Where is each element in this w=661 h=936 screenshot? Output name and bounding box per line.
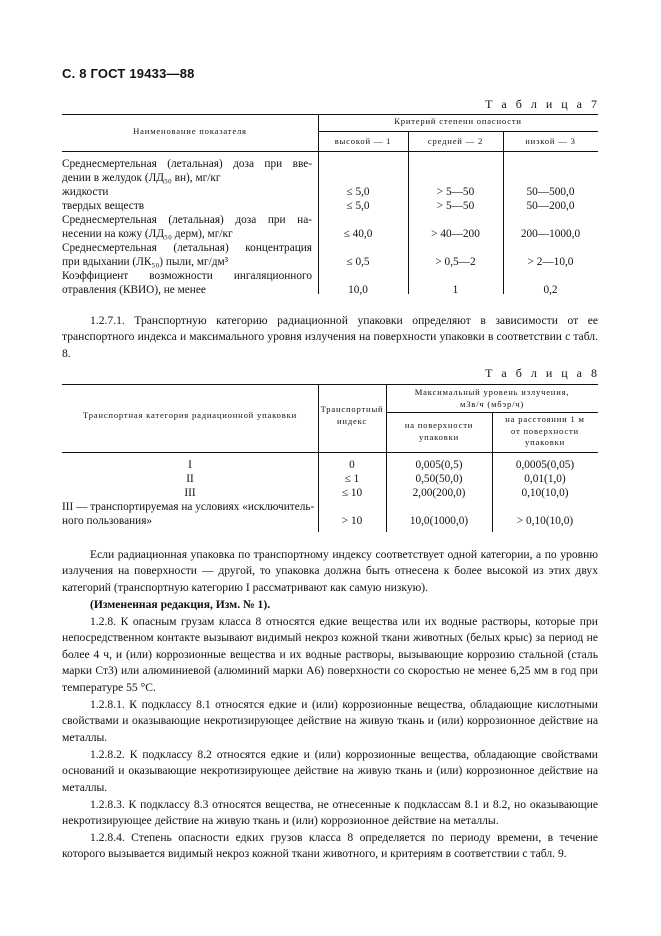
table7-col-criteria: Критерий степени опасности (394, 116, 522, 126)
paragraph-1-2-8 (62, 614, 598, 696)
table7-row-name: отравления (КВИО), не менее (62, 284, 206, 296)
table8-row-surface: 2,00(200,0) (412, 487, 466, 499)
paragraph-text: 1.2.7.1. Транспортную категорию радиационной упаковки определяют в зависимости от ее транспортного индекса и максимального уровня излучения на поверхности упаковки в соответствии с табл. 8. (62, 314, 598, 360)
table7-row-name: при вдыхании (ЛК₅₀) пыли, мг/дм³ (62, 256, 229, 268)
table8-row-category: ного пользования» (62, 515, 153, 527)
table8-row-category: III (184, 487, 196, 499)
table7-row-high: ≤ 5,0 (346, 186, 370, 198)
table7-row-high: ≤ 0,5 (346, 256, 370, 268)
table7-row-low: 200—1000,0 (520, 228, 581, 240)
table8-row-category: I (188, 459, 192, 471)
table7-row-name: жидкости (62, 186, 109, 198)
table8-row-distance: > 0,10(10,0) (516, 515, 574, 527)
paragraph-text: Если радиационная упаковка по транспортному индексу соответствует одной категории, а по уровню излучения на поверхности — другой, то упаковка должна быть отнесена к более высокой из этих двух категорий (транспортную категорию I рассматривают как самую низкую). (62, 548, 598, 594)
table8-row-surface: 0,50(50,0) (415, 473, 463, 485)
table8-col-distance-line: на расстоянии 1 м (505, 414, 585, 424)
paragraph-text: 1.2.8. К опасным грузам класса 8 относятся едкие вещества или их водные растворы, которые при непосредственном контакте вызывают видимый некроз кожной ткани животных (белых крыс) за период не более 4 ч, и (или) коррозионные вещества и их водные растворы, вызывающие коррозию стальной (сталь марки Ст3) или алюминиевой (алюминий марки А6) поверхности со скоростью не менее 6,25 мм в год при температуре 55 °С. (62, 615, 598, 694)
table8-row-category: II (186, 473, 194, 485)
table8-col-surface-line: упаковки (419, 431, 459, 442)
table7-col-medium: средней — 2 (427, 136, 484, 146)
table7-row-high: ≤ 40,0 (343, 228, 373, 240)
table7-row-medium: > 5—50 (436, 200, 475, 212)
amended-note (62, 597, 598, 613)
paragraph-1-2-8-4 (62, 830, 598, 863)
table7-row-medium: > 0,5—2 (435, 256, 476, 268)
table8-row-distance: 0,01(1,0) (524, 473, 566, 485)
table7-row-low: 0,2 (543, 284, 558, 296)
table8-col-index (318, 404, 386, 427)
paragraph-text: 1.2.8.1. К подклассу 8.1 относятся едкие и (или) коррозионные вещества, обладающие кислотными свойствами и оказывающие некротизирующее действие на живую ткань и (или) коррозионное действие на металлы. (62, 698, 598, 744)
table7-row-name: несении на кожу (ЛД₅₀ дерм), мг/кг (62, 228, 233, 240)
table8-col-distance-line: упаковки (525, 437, 565, 447)
table7-row-medium: > 40—200 (431, 228, 480, 240)
table8-row-surface: 10,0(1000,0) (409, 515, 469, 527)
table7-header-rule (62, 151, 598, 152)
table7-row-name: Среднесмертельная (летальная) доза при вве- (62, 158, 312, 170)
table8-col-surface (386, 420, 492, 443)
table8-col-distance (492, 414, 598, 449)
table7-row-name: Среднесмертельная (летальная) доза при на- (62, 214, 312, 226)
table8-row-category: III — транспортируемая на условиях «исключитель- (62, 501, 315, 513)
table7-row-name: Среднесмертельная (летальная) концентрация (62, 242, 312, 254)
table7-row-medium: 1 (452, 284, 459, 296)
table7-row-name: твердых веществ (62, 200, 145, 212)
paragraph-1-2-8-3 (62, 797, 598, 830)
paragraph-1-2-7-1 (62, 313, 598, 362)
table7-col-high: высокой — 1 (334, 136, 392, 146)
page-header: С. 8 ГОСТ 19433—88 (62, 66, 195, 81)
table8-row-index: ≤ 1 (344, 473, 360, 485)
table7-row-high: 10,0 (348, 284, 368, 296)
paragraph-1-2-8-2 (62, 747, 598, 796)
table8-col-index-line: индекс (337, 415, 367, 426)
paragraph-text: 1.2.8.2. К подклассу 8.2 относятся едкие и (или) коррозионные вещества, обладающие свойствами оснований и оказывающие некротизирующее действие на живую ткань и (или) коррозионное действие на металлы. (62, 748, 598, 794)
paragraph-text: 1.2.8.3. К подклассу 8.3 относятся вещества, не отнесенные к подклассам 8.1 и 8.2, но оказывающие некротизирующее действие на живую ткань и (или) коррозионное действие на металлы. (62, 798, 598, 828)
table8-col-max-line: Максимальный уровень излучения, (414, 387, 570, 397)
table8-top-rule (62, 384, 598, 385)
table8-row-surface: 0,005(0,5) (415, 459, 463, 471)
table8-row-index: ≤ 10 (341, 487, 363, 499)
table7-col-low: низкой — 3 (525, 136, 576, 146)
table8-col-index-line: Транспортный (320, 404, 384, 414)
table8-col-max-line: мЗв/ч (мбэр/ч) (459, 398, 525, 409)
table7-criteria-rule (318, 131, 598, 132)
table7-col-indicator: Наименование показателя (133, 126, 247, 136)
table7-row-high: ≤ 5,0 (346, 200, 370, 212)
table7-row-low: > 2—10,0 (527, 256, 574, 268)
table7-row-low: 50—200,0 (526, 200, 575, 212)
table8-row-distance: 0,0005(0,05) (515, 459, 575, 471)
table7-top-rule (62, 114, 598, 115)
table7-caption: Т а б л и ц а 7 (485, 97, 600, 111)
paragraph-1-2-8-1 (62, 697, 598, 746)
table7-row-low: 50—500,0 (526, 186, 575, 198)
table7-row-medium: > 5—50 (436, 186, 475, 198)
table8-row-distance: 0,10(10,0) (521, 487, 569, 499)
table8-col-max (386, 387, 598, 410)
paragraph-text: 1.2.8.4. Степень опасности едких грузов класса 8 определяется по периоду времени, в течение которого вызывается видимый некроз кожной ткани животного, и критериям в соответствии с табл. 9. (62, 831, 598, 861)
table8-caption: Т а б л и ц а 8 (485, 366, 600, 380)
table8-col-distance-line: от поверхности (511, 425, 579, 436)
table8-row-index: > 10 (341, 515, 363, 527)
table8-col-category: Транспортная категория радиационной упаковки (82, 410, 298, 420)
table8-header-rule (62, 452, 598, 453)
table8-col-surface-line: на поверхности (404, 420, 474, 430)
table7-row-name: дении в желудок (ЛД₅₀ вн), мг/кг (62, 172, 221, 184)
table8-row-index: 0 (349, 459, 355, 471)
amended-text: (Измененная редакция, Изм. № 1). (90, 598, 271, 611)
paragraph-after-table8 (62, 547, 598, 596)
table7-row-name: Коэффициент возможности ингаляционного (62, 270, 312, 282)
